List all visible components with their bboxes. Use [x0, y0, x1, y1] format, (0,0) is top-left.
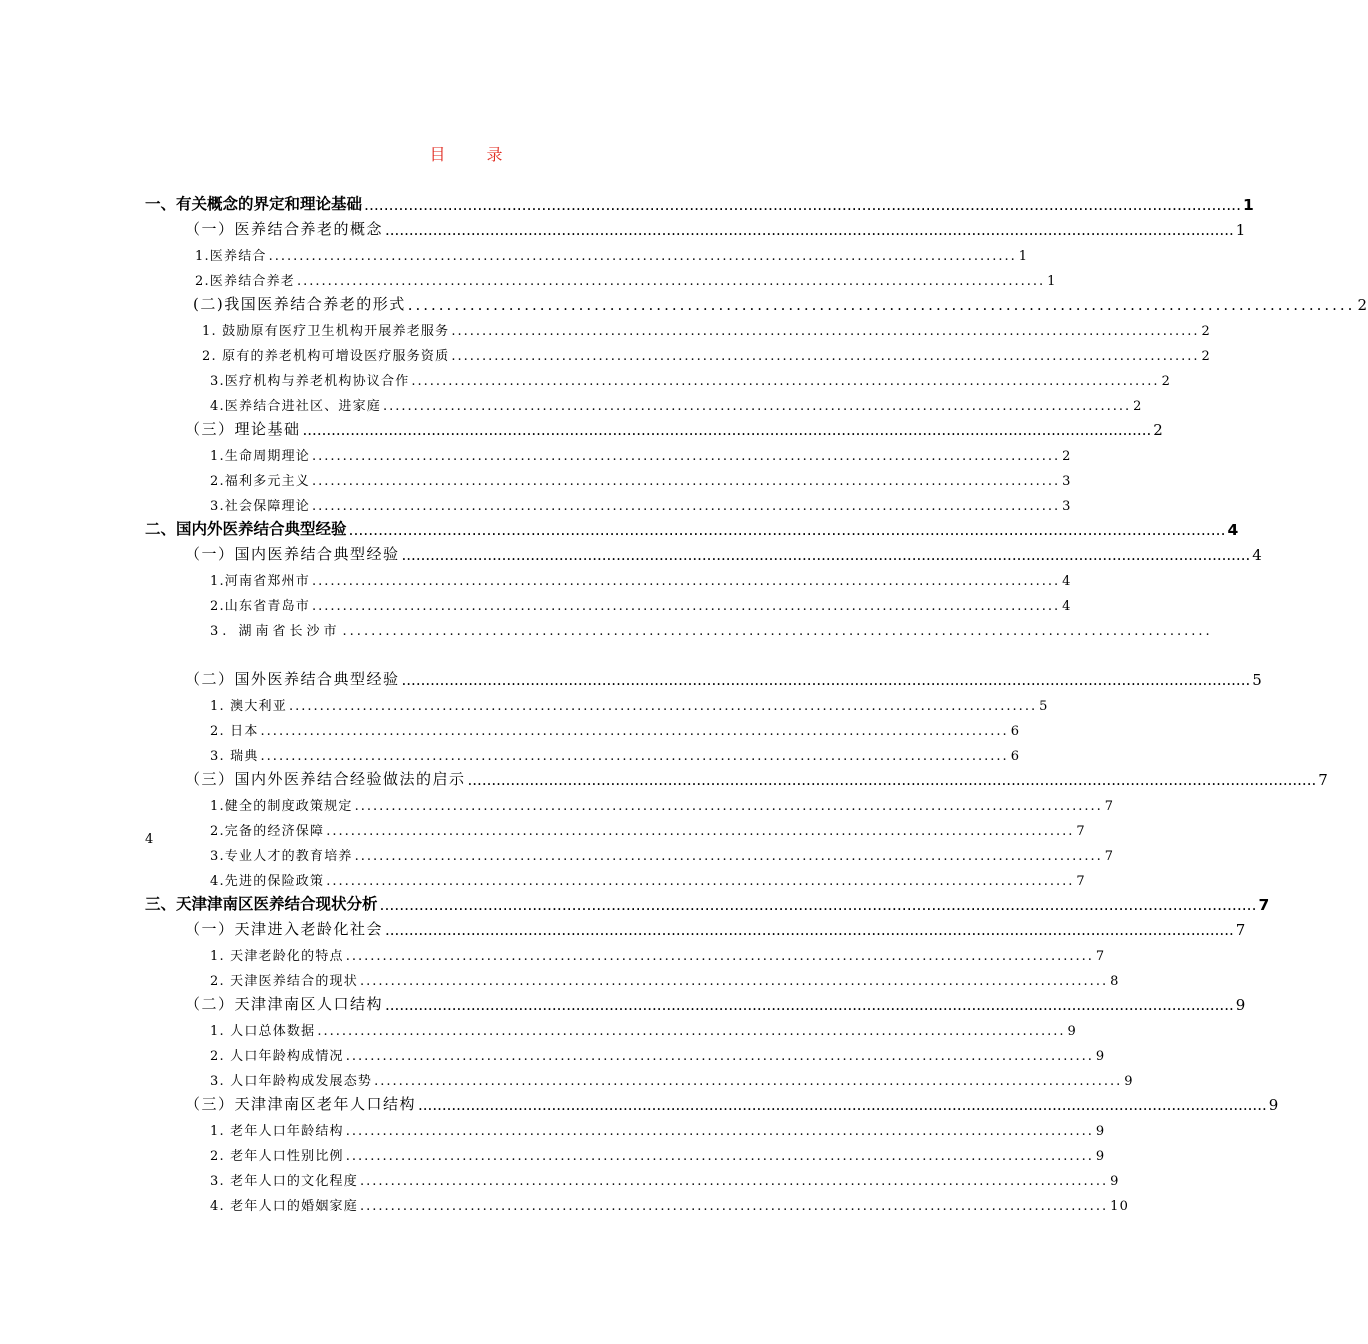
toc-entry-text: 1. 鼓励原有医疗卫生机构开展养老服务 — [202, 324, 450, 339]
dot-leader: .......................................................................................................................... — [451, 324, 1200, 339]
toc-entry-text: 二、国内外医养结合典型经验 — [145, 520, 347, 538]
toc-entry-level1[interactable] — [145, 890, 1270, 914]
dot-leader: .......................................................................................................................... — [359, 974, 1109, 989]
dot-leader: .......................................................................................................................... — [312, 449, 1061, 464]
toc-entry-text: 1.生命周期理论 — [210, 449, 311, 464]
toc-page-number: 1 — [1243, 196, 1254, 214]
toc-page-number: 9 — [1110, 1174, 1120, 1189]
toc-entry-text: 2.医养结合养老 — [195, 274, 296, 289]
toc-page-number: 7 — [1235, 921, 1247, 939]
dot-leader: .......................................................................................................................... — [407, 296, 1356, 314]
toc-page-number: 7 — [1076, 824, 1086, 839]
dot-leader: .......................................................................................................................... — [268, 249, 1017, 264]
toc-entry-level2[interactable] — [185, 540, 1264, 564]
toc-page-number: 7 — [1095, 949, 1106, 964]
toc-page-number: 1 — [1018, 249, 1029, 264]
dot-leader: .......................................................................................................................... — [326, 874, 1075, 889]
toc-entry-level3[interactable] — [210, 590, 1072, 614]
dot-leader: .......................................................................................................................... — [342, 624, 1213, 639]
toc-entry-text: 2.福利多元主义 — [210, 474, 311, 489]
toc-page-number: 7 — [1318, 771, 1330, 789]
dot-leader: .......................................................................................................................... — [297, 274, 1046, 289]
dot-leader: .................................................................................................................................................................................. — [401, 546, 1251, 564]
toc-page-number: 9 — [1095, 1049, 1106, 1064]
dot-leader: .......................................................................................................................... — [359, 1174, 1109, 1189]
toc-entry-text: 3. 瑞典 — [210, 749, 259, 764]
toc-page-number: 9 — [1067, 1024, 1077, 1039]
toc-entry-text: 2. 人口年龄构成情况 — [210, 1049, 344, 1064]
toc-entry-level2[interactable] — [185, 990, 1247, 1014]
toc-entry-text: （三）国内外医养结合经验做法的启示 — [185, 770, 466, 788]
dot-leader: .......................................................................................................................... — [317, 1024, 1066, 1039]
toc-entry-level3[interactable] — [195, 240, 1029, 264]
toc-entry-text: 4.先进的保险政策 — [210, 874, 325, 889]
toc-entry-level2[interactable] — [185, 915, 1247, 939]
toc-entry-level3[interactable] — [210, 1015, 1077, 1039]
dot-leader: .................................................................................................................................................................................. — [401, 671, 1251, 689]
toc-entry-level2[interactable] — [185, 415, 1165, 439]
toc-entry-text: 4.医养结合进社区、进家庭 — [210, 399, 382, 414]
toc-page-number: 4 — [1062, 599, 1072, 614]
dot-leader: .................................................................................................................................................................................. — [379, 896, 1257, 914]
toc-entry-text: （一）国内医养结合典型经验 — [185, 545, 400, 563]
dot-leader: .......................................................................................................................... — [312, 499, 1061, 514]
toc-entry-level2[interactable] — [193, 290, 1368, 314]
toc-entry-text: 2.完备的经济保障 — [210, 824, 325, 839]
toc-entry-text: (二)我国医养结合养老的形式 — [193, 295, 406, 313]
toc-page-number: 7 — [1104, 849, 1115, 864]
toc-entry-level3[interactable] — [210, 465, 1072, 489]
toc-entry-level3[interactable] — [210, 790, 1115, 814]
dot-leader: .................................................................................................................................................................................. — [364, 196, 1242, 214]
toc-entry-level3[interactable] — [210, 565, 1072, 589]
toc-page-number: 3 — [1062, 499, 1072, 514]
dot-leader: .......................................................................................................................... — [288, 699, 1038, 714]
toc-entry-text: 3.社会保障理论 — [210, 499, 311, 514]
dot-leader: .......................................................................................................................... — [312, 574, 1061, 589]
dot-leader: .......................................................................................................................... — [326, 824, 1075, 839]
toc-page-number: 6 — [1010, 749, 1021, 764]
toc-entry-level1[interactable] — [145, 515, 1239, 539]
toc-page-number: 1 — [1047, 274, 1057, 289]
toc-entry-level3[interactable] — [210, 490, 1072, 514]
toc-page-number: 9 — [1235, 996, 1247, 1014]
toc-page-number: 4 — [1227, 521, 1239, 539]
toc-entry-text: 1. 老年人口年龄结构 — [210, 1124, 344, 1139]
dot-leader: .......................................................................................................................... — [354, 849, 1103, 864]
toc-page-number: 10 — [1110, 1199, 1130, 1214]
toc-entry-level2[interactable] — [185, 215, 1247, 239]
toc-entry-level3[interactable] — [210, 365, 1172, 389]
toc-page-number: 8 — [1110, 974, 1120, 989]
toc-page-number: 7 — [1076, 874, 1086, 889]
toc-entry-level3[interactable] — [210, 440, 1072, 464]
toc-page-number: 2 — [1062, 449, 1072, 464]
toc-page-number: 7 — [1104, 799, 1115, 814]
toc-entry-level3[interactable] — [210, 815, 1086, 839]
toc-entry-text: （二）天津津南区人口结构 — [185, 995, 384, 1013]
dot-leader: .......................................................................................................................... — [411, 374, 1160, 389]
dot-leader: .................................................................................................................................................................................. — [385, 221, 1234, 239]
toc-entry-level3[interactable] — [210, 1140, 1106, 1164]
toc-entry-level3[interactable] — [202, 340, 1211, 364]
dot-leader: .................................................................................................................................................................................. — [348, 521, 1226, 539]
dot-leader: .................................................................................................................................................................................. — [418, 1096, 1267, 1114]
toc-page-number: 2 — [1153, 421, 1165, 439]
toc-title: 目 录 — [429, 145, 521, 164]
toc-entry-text: 3. 湖南省长沙市 — [210, 624, 341, 639]
dot-leader: .................................................................................................................................................................................. — [467, 771, 1317, 789]
toc-entry-text: 3. 人口年龄构成发展态势 — [210, 1074, 373, 1089]
toc-entry-text: 3. 老年人口的文化程度 — [210, 1174, 358, 1189]
toc-entry-level3[interactable] — [210, 690, 1049, 714]
toc-entry-level3[interactable] — [210, 615, 1213, 639]
toc-entry-text: 3.医疗机构与养老机构协议合作 — [210, 374, 410, 389]
toc-entry-level3[interactable] — [210, 1190, 1130, 1214]
toc-entry-text: 2. 老年人口性别比例 — [210, 1149, 344, 1164]
toc-entry-text: 2. 原有的养老机构可增设医疗服务资质 — [202, 349, 450, 364]
dot-leader: .................................................................................................................................................................................. — [385, 996, 1234, 1014]
toc-entry-text: 1. 天津老龄化的特点 — [210, 949, 344, 964]
dot-leader: .......................................................................................................................... — [359, 1199, 1109, 1214]
dot-leader: .......................................................................................................................... — [354, 799, 1103, 814]
toc-entry-level2[interactable] — [185, 1090, 1280, 1114]
toc-entry-text: 2. 天津医养结合的现状 — [210, 974, 358, 989]
toc-entry-text: （三）理论基础 — [185, 420, 301, 438]
toc-entry-text: 一、有关概念的界定和理论基础 — [145, 195, 363, 213]
toc-entry-text: （三）天津津南区老年人口结构 — [185, 1095, 417, 1113]
toc-entry-level3[interactable] — [210, 1165, 1120, 1189]
toc-entry-text: （一）天津进入老龄化社会 — [185, 920, 384, 938]
dot-leader: .......................................................................................................................... — [345, 1049, 1094, 1064]
toc-page-number: 4 — [1252, 546, 1264, 564]
dot-leader: .......................................................................................................................... — [260, 749, 1009, 764]
dot-leader: .......................................................................................................................... — [345, 1124, 1094, 1139]
toc-entry-level2[interactable] — [185, 765, 1330, 789]
dot-leader: .......................................................................................................................... — [312, 599, 1061, 614]
toc-entry-level3[interactable] — [210, 840, 1115, 864]
toc-page-number: 2 — [1161, 374, 1172, 389]
toc-page-number: 9 — [1095, 1124, 1106, 1139]
toc-entry-level2[interactable] — [185, 665, 1264, 689]
toc-entry-level3[interactable] — [202, 315, 1211, 339]
toc-entry-text: 三、天津津南区医养结合现状分析 — [145, 895, 378, 913]
toc-page-number: 5 — [1252, 671, 1264, 689]
toc-entry-level3[interactable] — [210, 740, 1021, 764]
toc-page-number: 2 — [1201, 324, 1211, 339]
toc-entry-text: 1. 澳大利亚 — [210, 699, 287, 714]
toc-entry-level3[interactable] — [210, 1040, 1106, 1064]
dot-leader: .......................................................................................................................... — [345, 1149, 1094, 1164]
toc-page-number: 3 — [1062, 474, 1072, 489]
toc-entry-level3[interactable] — [210, 1065, 1134, 1089]
toc-entry-text: 1.河南省郑州市 — [210, 574, 311, 589]
toc-entry-level3[interactable] — [210, 965, 1120, 989]
toc-entry-text: 1.医养结合 — [195, 249, 267, 264]
toc-entry-level1[interactable] — [145, 190, 1254, 214]
toc-page-number: 9 — [1268, 1096, 1280, 1114]
toc-page-number: 9 — [1095, 1149, 1106, 1164]
toc-entry-text: （二）国外医养结合典型经验 — [185, 670, 400, 688]
toc-page-number: 6 — [1010, 724, 1021, 739]
dot-leader: .......................................................................................................................... — [383, 399, 1132, 414]
toc-entry-text: （一）医养结合养老的概念 — [185, 220, 384, 238]
dot-leader: .......................................................................................................................... — [451, 349, 1200, 364]
toc-entry-text: 1. 人口总体数据 — [210, 1024, 316, 1039]
toc-page-number: 9 — [1124, 1074, 1134, 1089]
dot-leader: .......................................................................................................................... — [260, 724, 1009, 739]
toc-entry-level3[interactable] — [210, 865, 1086, 889]
toc-page-number: 2 — [1201, 349, 1211, 364]
toc-entry-text: 2.山东省青岛市 — [210, 599, 311, 614]
toc-entry-level3[interactable] — [210, 390, 1143, 414]
toc-page-number: 2 — [1357, 296, 1368, 314]
dot-leader: .......................................................................................................................... — [345, 949, 1094, 964]
dot-leader: .................................................................................................................................................................................. — [302, 421, 1152, 439]
toc-entry-level3[interactable] — [210, 1115, 1106, 1139]
toc-page-number: 7 — [1258, 896, 1270, 914]
toc-page-number: 5 — [1039, 699, 1049, 714]
toc-page-number-wrapped: 4 — [145, 832, 154, 847]
toc-page-number: 1 — [1235, 221, 1247, 239]
toc-entry-text: 4. 老年人口的婚姻家庭 — [210, 1199, 358, 1214]
dot-leader: .......................................................................................................................... — [312, 474, 1061, 489]
toc-entry-level3[interactable] — [195, 265, 1057, 289]
toc-entry-level3[interactable] — [210, 940, 1106, 964]
dot-leader: .................................................................................................................................................................................. — [385, 921, 1234, 939]
toc-page-number: 2 — [1133, 399, 1143, 414]
dot-leader: .......................................................................................................................... — [374, 1074, 1123, 1089]
toc-page-number: 4 — [1062, 574, 1072, 589]
toc-entry-text: 1.健全的制度政策规定 — [210, 799, 353, 814]
toc-entry-text: 3.专业人才的教育培养 — [210, 849, 353, 864]
toc-entry-text: 2. 日本 — [210, 724, 259, 739]
toc-entry-level3[interactable] — [210, 715, 1021, 739]
